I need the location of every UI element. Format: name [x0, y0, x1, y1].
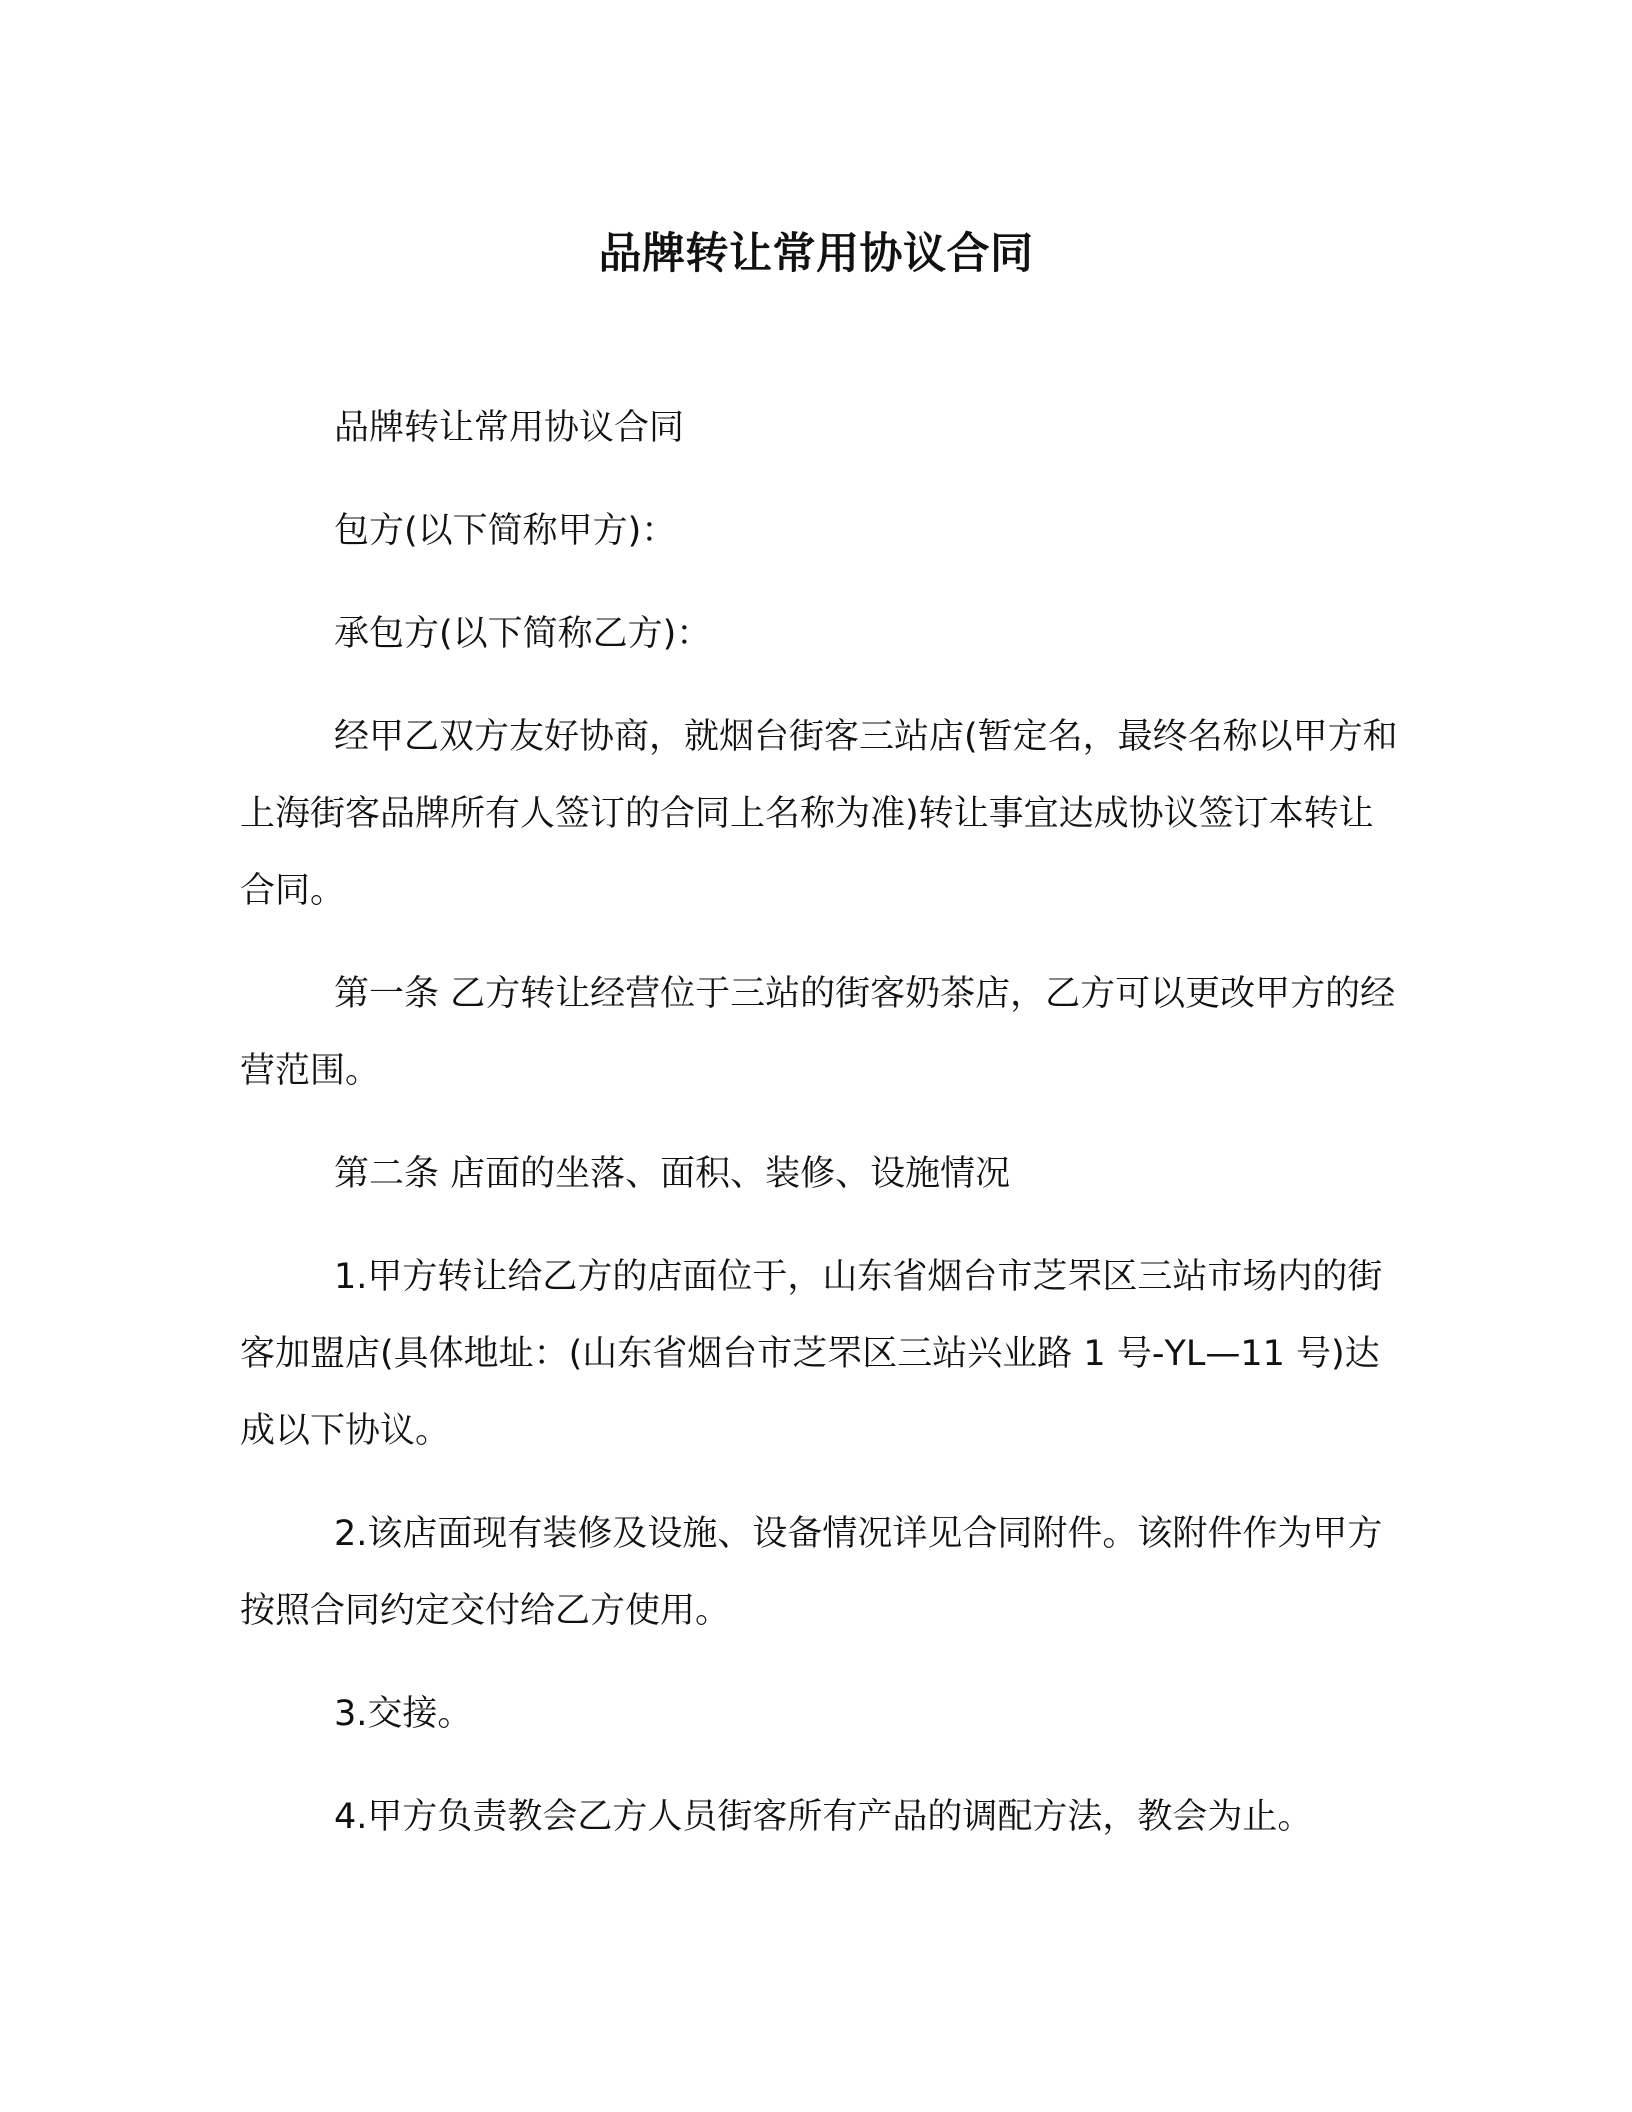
- paragraph-item-1: 1.甲方转让给乙方的店面位于，山东省烟台市芝罘区三站市场内的街客加盟店(具体地址：(山东省烟台市芝罘区三站兴业路 1 号-YL—11 号)达成以下协议。: [240, 1257, 1383, 1451]
- paragraph-preamble: 经甲乙双方友好协商，就烟台街客三站店(暂定名，最终名称以甲方和上海街客品牌所有人签订的合同上名称为准)转让事宜达成协议签订本转让合同。: [240, 717, 1398, 911]
- document-title: 品牌转让常用协议合同: [598, 229, 1034, 279]
- paragraph-article-1: 第一条 乙方转让经营位于三站的街客奶茶店，乙方可以更改甲方的经营范围。: [240, 974, 1396, 1091]
- paragraph-item-3: 3.交接。: [334, 1694, 473, 1734]
- paragraph-party-b: 承包方(以下简称乙方)：: [334, 614, 712, 654]
- paragraph-heading: 品牌转让常用协议合同: [334, 408, 685, 448]
- document-body: [240, 390, 1400, 1882]
- paragraph-item-2: 2.该店面现有装修及设施、设备情况详见合同附件。该附件作为甲方按照合同约定交付给乙方使用。: [240, 1514, 1383, 1631]
- paragraph-item-4: 4.甲方负责教会乙方人员街客所有产品的调配方法，教会为止。: [334, 1797, 1313, 1837]
- paragraph-party-a: 包方(以下简称甲方)：: [334, 511, 677, 551]
- paragraph-article-2: 第二条 店面的坐落、面积、装修、设施情况: [334, 1154, 1011, 1194]
